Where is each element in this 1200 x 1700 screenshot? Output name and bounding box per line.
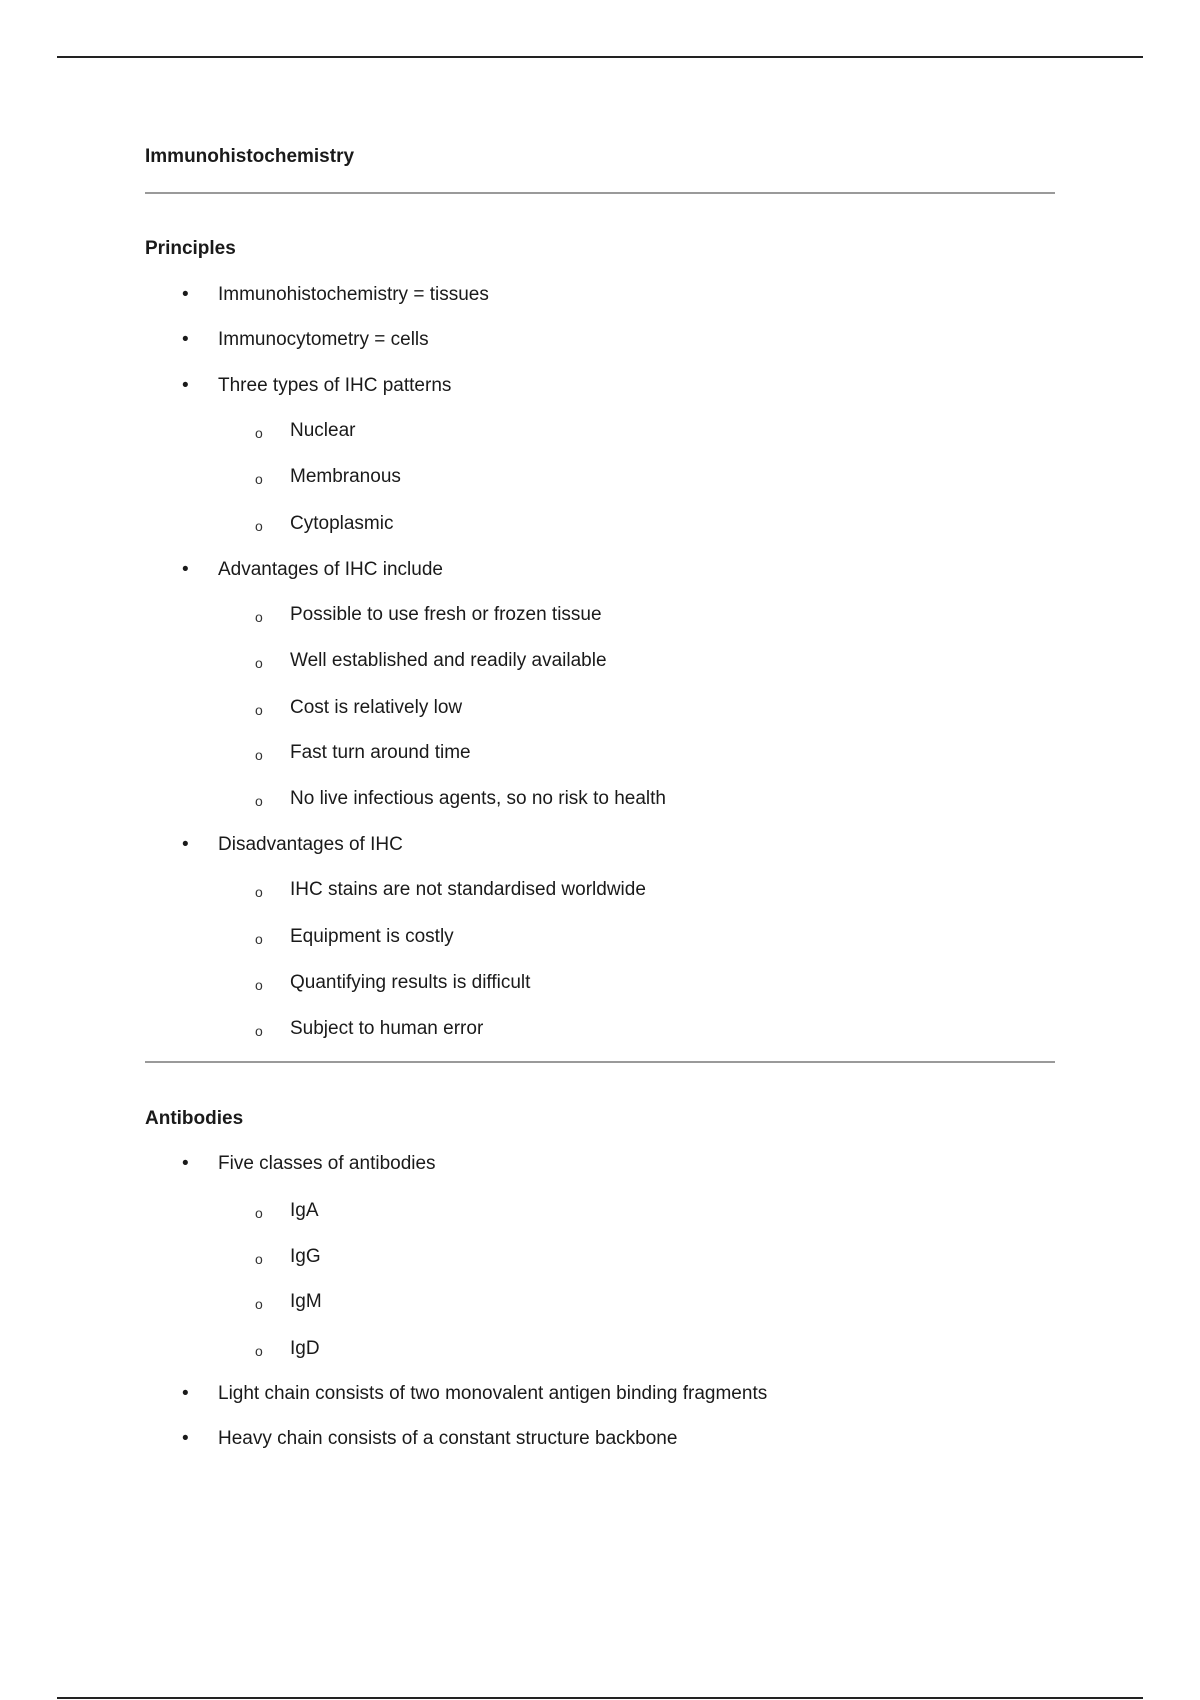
sub-bullet-icon: o <box>255 1296 263 1312</box>
list-item: Heavy chain consists of a constant structure backbone <box>218 1428 678 1449</box>
list-item: Advantages of IHC include <box>218 559 443 580</box>
document-title: Immunohistochemistry <box>145 146 355 167</box>
sub-bullet-icon: o <box>255 702 263 718</box>
sub-list-item: Possible to use fresh or frozen tissue <box>290 604 602 625</box>
sub-list-item: IgA <box>290 1200 319 1221</box>
sub-bullet-icon: o <box>255 884 263 900</box>
sub-bullet-icon: o <box>255 609 263 625</box>
sub-list-item: No live infectious agents, so no risk to health <box>290 788 666 809</box>
sub-bullet-icon: o <box>255 747 263 763</box>
sub-bullet-icon: o <box>255 518 263 534</box>
sub-list-item: Equipment is costly <box>290 926 454 947</box>
sub-bullet-icon: o <box>255 977 263 993</box>
sub-list-item: IgM <box>290 1291 322 1312</box>
list-item: Disadvantages of IHC <box>218 834 403 855</box>
sub-list-item: IgG <box>290 1246 321 1267</box>
bullet-icon: • <box>182 1153 189 1174</box>
sub-list-item: Membranous <box>290 466 401 487</box>
sub-bullet-icon: o <box>255 471 263 487</box>
bullet-icon: • <box>182 375 189 396</box>
bullet-icon: • <box>182 1428 189 1449</box>
bullet-icon: • <box>182 329 189 350</box>
sub-bullet-icon: o <box>255 655 263 671</box>
bullet-icon: • <box>182 284 189 305</box>
sub-bullet-icon: o <box>255 1205 263 1221</box>
page-top-rule <box>57 56 1143 58</box>
sub-bullet-icon: o <box>255 425 263 441</box>
sub-bullet-icon: o <box>255 1251 263 1267</box>
bullet-icon: • <box>182 1383 189 1404</box>
list-item: Five classes of antibodies <box>218 1153 436 1174</box>
antibodies-heading: Antibodies <box>145 1108 244 1129</box>
sub-list-item: IHC stains are not standardised worldwide <box>290 879 646 900</box>
sub-list-item: IgD <box>290 1338 320 1359</box>
title-divider <box>145 192 1055 194</box>
sub-bullet-icon: o <box>255 793 263 809</box>
list-item: Immunocytometry = cells <box>218 329 429 350</box>
page-bottom-rule <box>57 1697 1143 1699</box>
sub-bullet-icon: o <box>255 931 263 947</box>
bullet-icon: • <box>182 834 189 855</box>
sub-list-item: Quantifying results is difficult <box>290 972 531 993</box>
sub-list-item: Nuclear <box>290 420 356 441</box>
sub-bullet-icon: o <box>255 1343 263 1359</box>
list-item: Light chain consists of two monovalent antigen binding fragments <box>218 1383 768 1404</box>
sub-list-item: Fast turn around time <box>290 742 471 763</box>
section-divider <box>145 1061 1055 1063</box>
list-item: Three types of IHC patterns <box>218 375 452 396</box>
list-item: Immunohistochemistry = tissues <box>218 284 489 305</box>
sub-bullet-icon: o <box>255 1023 263 1039</box>
sub-list-item: Cost is relatively low <box>290 697 463 718</box>
principles-heading: Principles <box>145 238 236 259</box>
bullet-icon: • <box>182 559 189 580</box>
sub-list-item: Cytoplasmic <box>290 513 394 534</box>
sub-list-item: Well established and readily available <box>290 650 607 671</box>
sub-list-item: Subject to human error <box>290 1018 484 1039</box>
